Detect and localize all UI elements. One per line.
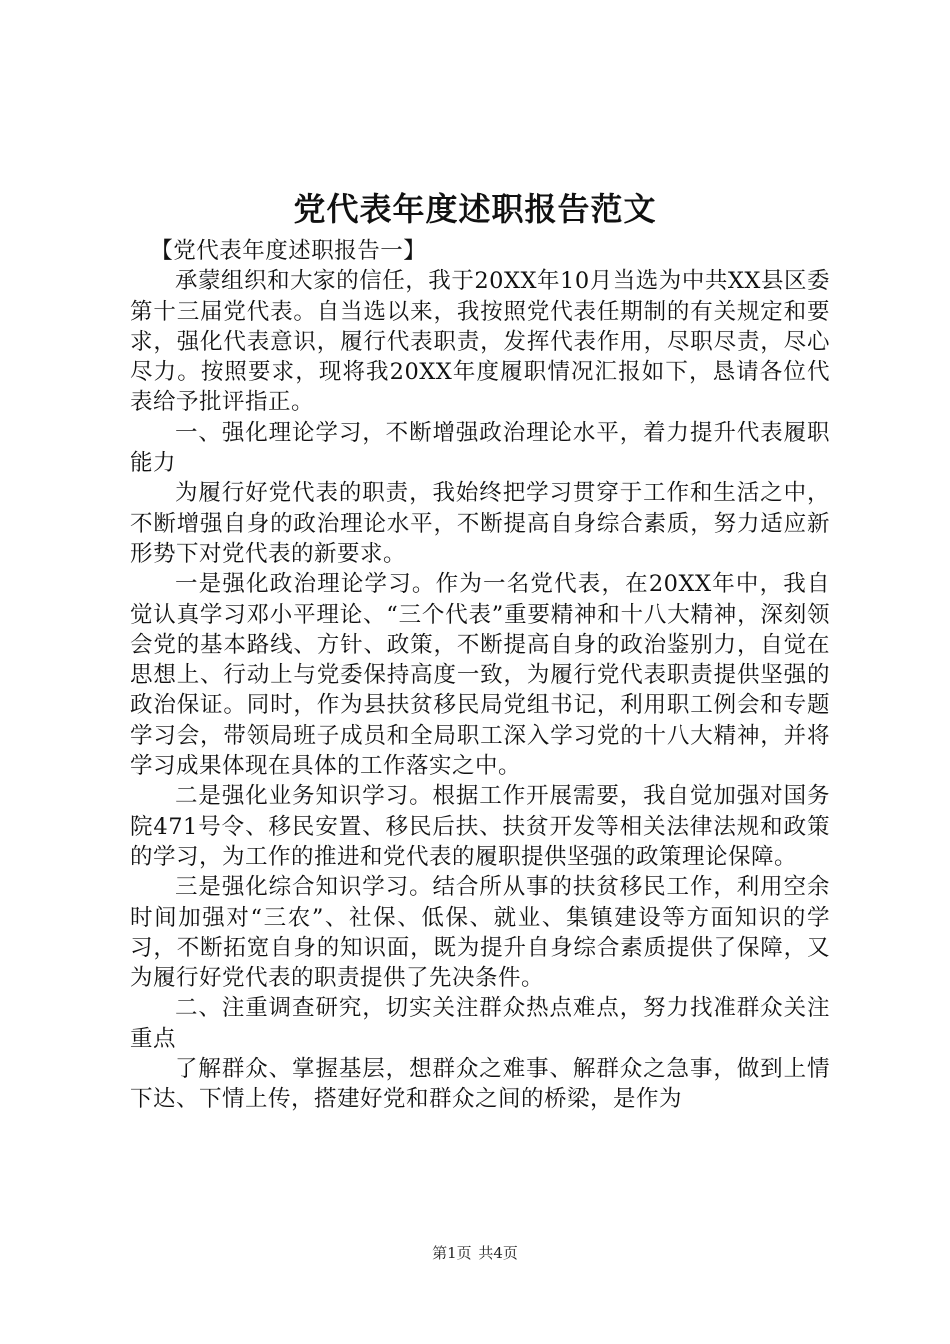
paragraph-part-one-intro: 为履行好党代表的职责，我始终把学习贯穿于工作和生活之中，不断增强自身的政治理论水平，不断提高自身综合素质，努力适应新形势下对党代表的新要求。 bbox=[130, 480, 830, 567]
heading-part-one: 一、强化理论学习，不断增强政治理论水平，着力提升代表履职能力 bbox=[130, 419, 830, 477]
heading-part-two: 二、注重调查研究，切实关注群众热点难点，努力找准群众关注重点 bbox=[130, 995, 830, 1052]
page-footer bbox=[0, 1243, 950, 1263]
paragraph-political-study: 一是强化政治理论学习。作为一名党代表，在20XX年中，我自觉认真学习邓小平理论、“三个代表”重要精神和十八大精神，深刻领会党的基本路线、方针、政策，不断提高自身的政治鉴别力，自觉在思想上、行动上与党委保持高度一致，为履行党代表职责提供坚强的政治保证。同时，作为县扶贫移民局党组书记，利用职工例会和专题学习会，带领局班子成员和全局职工深入学习党的十八大精神，并将学习成果体现在具体的工作落实之中。 bbox=[130, 571, 830, 780]
section-heading: 【党代表年度述职报告一】 bbox=[150, 238, 427, 264]
document-title: 党代表年度述职报告范文 bbox=[293, 190, 657, 228]
paragraph-general-study: 三是强化综合知识学习。结合所从事的扶贫移民工作，利用空余时间加强对“三农”、社保、低保、就业、集镇建设等方面知识的学习，不断拓宽自身的知识面，既为提升自身综合素质提供了保障，又为履行好党代表的职责提供了先决条件。 bbox=[130, 874, 830, 992]
paragraph-part-two-intro: 了解群众、掌握基层，想群众之难事、解群众之急事，做到上情下达、下情上传，搭建好党和群众之间的桥梁，是作为 bbox=[130, 1056, 830, 1113]
page-number: 第1页 bbox=[432, 1244, 472, 1262]
page-total: 共4页 bbox=[478, 1244, 518, 1262]
paragraph-business-study: 二是强化业务知识学习。根据工作开展需要，我自觉加强对国务院471号令、移民安置、移民后扶、扶贫开发等相关法律法规和政策的学习，为工作的推进和党代表的履职提供坚强的政策理论保障。 bbox=[130, 783, 830, 870]
paragraph-intro: 承蒙组织和大家的信任，我于20XX年10月当选为中共XX县区委第十三届党代表。自当选以来，我按照党代表任期制的有关规定和要求，强化代表意识，履行代表职责，发挥代表作用，尽职尽责，尽心尽力。按照要求，现将我20XX年度履职情况汇报如下，恳请各位代表给予批评指正。 bbox=[130, 268, 830, 416]
document-body bbox=[130, 236, 830, 1115]
